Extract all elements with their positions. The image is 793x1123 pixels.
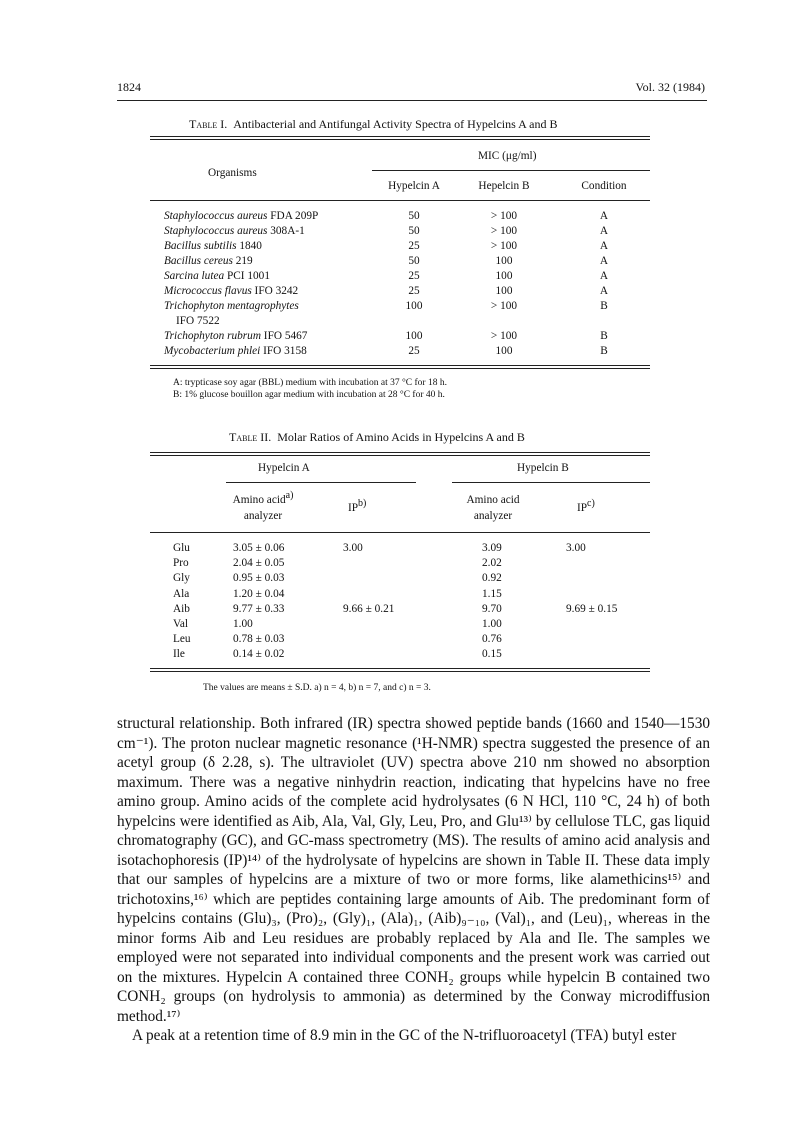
table1-bottom-rule-2 <box>150 368 650 369</box>
table1-label: Table I. <box>189 117 228 131</box>
table2-col-ip-b <box>577 498 595 514</box>
table2-cell-b-analyzer: 1.15 <box>482 588 502 600</box>
table1-cell-b: 100 <box>495 270 513 282</box>
table1-cell-condition: A <box>599 225 609 237</box>
table1-cell-b: > 100 <box>490 210 518 222</box>
organism-species: Staphylococcus aureus <box>164 225 268 237</box>
organism-species: Micrococcus flavus <box>164 285 252 297</box>
table1-cell-condition: A <box>599 270 609 282</box>
table2-bottom-rule <box>150 668 650 669</box>
organism-strain: PCI 1001 <box>224 270 270 282</box>
table2-bottom-rule-2 <box>150 671 650 672</box>
table1-organism <box>164 255 253 267</box>
table2-header-rule <box>150 532 650 533</box>
paragraph-1: structural relationship. Both infrared (IR) spectra showed peptide bands (1660 and 1540—1530 cm⁻¹). The proton nuclear magnetic resonance (¹H-NMR) spectra suggested the presence of an acetyl group (δ 2.28, s). The ultraviolet (UV) spectra above 210 nm showed no absorption maximum. There was a negative ninhydrin reaction, indicating that hypelcins have no free amino group. Amino acids of the complete acid hydrolysates (6 N HCl, 110 °C, 24 h) of both hypelcins were identified as Aib, Ala, Val, Gly, Leu, Pro, and Glu¹³⁾ by cellulose TLC, gas liquid chromatography (GC), and GC-mass spectrometry (MS). The results of amino acid analysis and isotachophoresis (IP)¹⁴⁾ of the hydrolysate of hypelcins are shown in Table II. These data imply that our samples of hypelcins are a mixture of two or more forms, like alamethicins¹⁵⁾ and trichotoxins,¹⁶⁾ which are peptides containing large amounts of Aib. The predominant form of hypelcins contains (Glu)₃, (Pro)₂, (Gly)₁, (Ala)₁, (Aib)₉₋₁₀, (Val)₁, and (Leu)₁, whereas in the minor forms Aib and Leu residues are probably replaced by Ala and Ile. The samples we employed were not separated into individual components and the present work was carried out on the mixtures. Hypelcin A contained three CONH₂ groups while hypelcin B contained two CONH₂ groups (on hydrolysis to ammonia) as determined by the Conway microdiffusion method.¹⁷⁾ <box>117 715 710 1025</box>
table1-cell-condition: B <box>600 345 608 357</box>
table2-footnote: The values are means ± S.D. a) n = 4, b) n = 7, and c) n = 3. <box>203 683 431 693</box>
table1-title: Antibacterial and Antifungal Activity Spectra of Hypelcins A and B <box>233 117 558 131</box>
page-number: 1824 <box>117 80 141 94</box>
table1-cell-a: 25 <box>408 285 420 297</box>
table1-cell-a: 50 <box>408 225 420 237</box>
table2-cell-a-analyzer: 3.05 ± 0.06 <box>233 542 285 554</box>
table2-label: Table II. <box>229 430 272 444</box>
table1-organism <box>164 270 270 282</box>
table1-cell-b: 100 <box>495 285 513 297</box>
table2-cell-amino-acid: Val <box>173 618 189 630</box>
table1-note-a: A: trypticase soy agar (BBL) medium with incubation at 37 °C for 18 h. <box>173 378 447 388</box>
table1-cell-b: > 100 <box>490 300 518 312</box>
table1-organism <box>164 225 305 237</box>
table1-cell-a: 50 <box>408 255 420 267</box>
table1-cell-b: > 100 <box>490 225 518 237</box>
table1-col-hypelcin-a: Hypelcin A <box>388 180 440 192</box>
table1-cell-a: 100 <box>405 330 423 342</box>
table1-caption <box>189 117 557 132</box>
body-text <box>117 714 710 1046</box>
table2-cell-a-analyzer: 9.77 ± 0.33 <box>233 603 285 615</box>
table2-cell-a-analyzer: 2.04 ± 0.05 <box>233 557 285 569</box>
table2-col-aa-a-text: Amino acid <box>232 494 286 506</box>
table1-cell-a: 25 <box>408 270 420 282</box>
header-rule <box>117 100 707 101</box>
organism-species: Trichophyton rubrum <box>164 330 261 342</box>
table1-col-organisms: Organisms <box>208 167 257 179</box>
table2-cell-a-ip: 9.66 ± 0.21 <box>343 603 395 615</box>
table1-cell-condition: A <box>599 210 609 222</box>
organism-species: Bacillus subtilis <box>164 240 237 252</box>
table2-col-aa-a <box>218 490 308 506</box>
table2-cell-a-analyzer: 0.95 ± 0.03 <box>233 572 285 584</box>
table1-organism <box>164 210 318 222</box>
table1-mic-rule <box>372 170 650 171</box>
table2-cell-a-analyzer: 1.20 ± 0.04 <box>233 588 285 600</box>
table2-cell-amino-acid: Aib <box>173 603 190 615</box>
table1-organism <box>164 285 298 297</box>
paragraph-2: A peak at a retention time of 8.9 min in the GC of the N-trifluoroacetyl (TFA) butyl ester <box>132 1027 677 1044</box>
table2-top-rule <box>150 452 650 453</box>
table1-col-condition: Condition <box>581 180 627 192</box>
table1-cell-condition: A <box>599 240 609 252</box>
organism-species: Bacillus cereus <box>164 255 233 267</box>
organism-species: Trichophyton mentagrophytes <box>164 300 299 312</box>
table1-cell-a: 50 <box>408 210 420 222</box>
table2-col-ip-a-text: IP <box>348 502 359 514</box>
table2-cell-b-analyzer: 0.92 <box>482 572 502 584</box>
table2-group-b: Hypelcin B <box>517 462 569 474</box>
table1-note-b: B: 1% glucose bouillon agar medium with incubation at 28 °C for 40 h. <box>173 390 445 400</box>
table1-organism <box>164 330 307 342</box>
table2-col-ip-b-sup: c) <box>587 498 595 510</box>
table2-cell-a-analyzer: 0.14 ± 0.02 <box>233 648 285 660</box>
table1-top-rule-2 <box>150 139 650 140</box>
table2-cell-b-analyzer: 3.09 <box>482 542 502 554</box>
table2-caption <box>229 430 525 445</box>
table2-cell-amino-acid: Ile <box>173 648 185 660</box>
table2-col-aa-b: Amino acid <box>466 494 520 506</box>
table1-cell-a: 25 <box>408 240 420 252</box>
organism-species: Mycobacterium phlei <box>164 345 261 357</box>
organism-strain: IFO 3242 <box>251 285 299 297</box>
table2-cell-amino-acid: Pro <box>173 557 189 569</box>
table1-cell-b: > 100 <box>490 330 518 342</box>
table2-group-a: Hypelcin A <box>258 462 310 474</box>
table1-bottom-rule <box>150 365 650 366</box>
table2-group-b-rule <box>452 482 650 483</box>
table2-col-aa-a-line2: analyzer <box>243 510 283 522</box>
table2-cell-amino-acid: Glu <box>173 542 190 554</box>
table2-cell-b-ip: 3.00 <box>566 542 586 554</box>
table1-cell-condition: B <box>600 330 608 342</box>
table2-cell-a-analyzer: 0.78 ± 0.03 <box>233 633 285 645</box>
table1-col-mic: MIC (μg/ml) <box>478 150 537 162</box>
organism-strain: IFO 5467 <box>260 330 308 342</box>
table1-top-rule <box>150 136 650 137</box>
organism-strain: 308A-1 <box>267 225 305 237</box>
table1-organism <box>164 240 262 252</box>
table1-organism <box>176 315 220 327</box>
table1-cell-b: 100 <box>495 255 513 267</box>
table2-group-a-rule <box>226 482 416 483</box>
table2-cell-amino-acid: Ala <box>173 588 190 600</box>
table2-cell-a-analyzer: 1.00 <box>233 618 253 630</box>
table2-cell-amino-acid: Leu <box>173 633 191 645</box>
table1-organism <box>164 300 299 312</box>
table2-cell-amino-acid: Gly <box>173 572 190 584</box>
table2-col-aa-b-line2: analyzer <box>473 510 513 522</box>
table2-title: Molar Ratios of Amino Acids in Hypelcins A and B <box>277 430 525 444</box>
table1-cell-a: 100 <box>405 300 423 312</box>
organism-strain: IFO 7522 <box>176 315 220 327</box>
organism-strain: 219 <box>232 255 253 267</box>
organism-strain: 1840 <box>236 240 262 252</box>
table2-col-aa-a-sup: a) <box>285 490 294 502</box>
organism-species: Sarcina lutea <box>164 270 225 282</box>
organism-species: Staphylococcus aureus <box>164 210 268 222</box>
table1-cell-b: 100 <box>495 345 513 357</box>
table2-cell-b-analyzer: 0.76 <box>482 633 502 645</box>
table2-top-rule-2 <box>150 455 650 456</box>
table2-col-ip-a-sup: b) <box>358 498 367 510</box>
table1-cell-condition: A <box>599 255 609 267</box>
table2-col-ip-b-text: IP <box>577 502 588 514</box>
table1-cell-condition: B <box>600 300 608 312</box>
table2-cell-b-analyzer: 9.70 <box>482 603 502 615</box>
table1-cell-condition: A <box>599 285 609 297</box>
table2-cell-a-ip: 3.00 <box>343 542 363 554</box>
organism-strain: IFO 3158 <box>260 345 307 357</box>
table2-cell-b-analyzer: 1.00 <box>482 618 502 630</box>
organism-strain: FDA 209P <box>267 210 319 222</box>
table2-cell-b-analyzer: 2.02 <box>482 557 502 569</box>
table2-cell-b-analyzer: 0.15 <box>482 648 502 660</box>
table1-header-rule <box>150 200 650 201</box>
table2-cell-b-ip: 9.69 ± 0.15 <box>566 603 618 615</box>
table1-col-hypelcin-b: Hepelcin B <box>478 180 530 192</box>
table1-cell-a: 25 <box>408 345 420 357</box>
table1-organism <box>164 345 307 357</box>
table2-col-ip-a <box>348 498 367 514</box>
table1-cell-b: > 100 <box>490 240 518 252</box>
journal-volume: Vol. 32 (1984) <box>635 80 705 94</box>
